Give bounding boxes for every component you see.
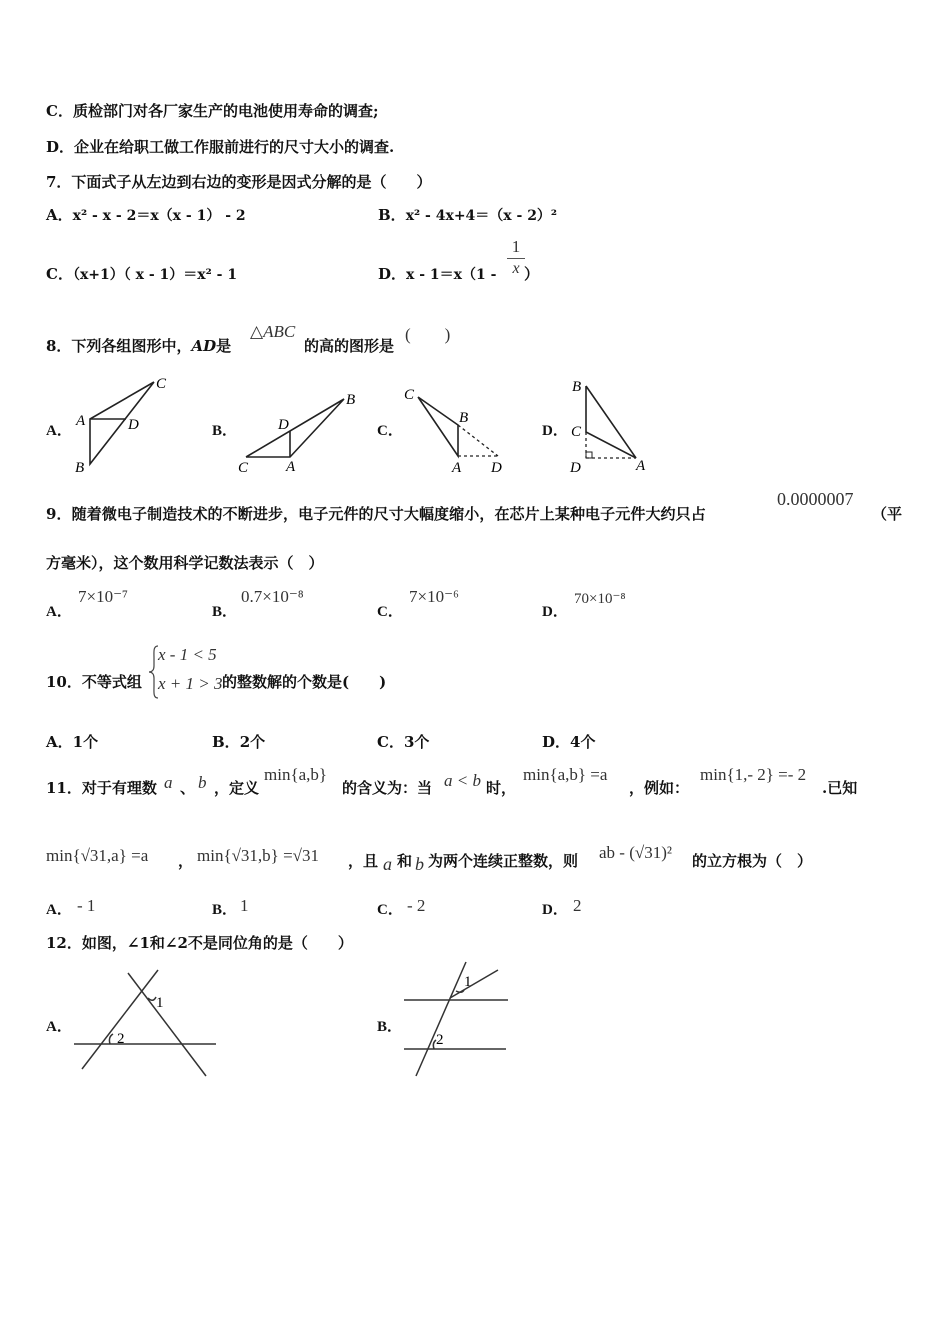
- triangle-side: [586, 386, 636, 458]
- q9-option-d: 70×10⁻⁸: [574, 591, 626, 607]
- q11-example: min{1,- 2} =- 2: [700, 765, 807, 784]
- q6-option-d: [46, 136, 394, 157]
- q11-sep: 、: [180, 779, 196, 797]
- vertex-d: D: [491, 460, 502, 476]
- q9-option-c-label: C．: [377, 604, 403, 620]
- q11-option-d: 2: [573, 896, 582, 915]
- vertex-c: C: [156, 376, 167, 392]
- fraction-numerator: 1: [511, 237, 521, 256]
- q7-option-b: [378, 204, 557, 225]
- q9-value: 0.0000007: [777, 489, 854, 509]
- q11-given-1: min{√31,a} =a: [46, 846, 149, 865]
- brace-path: [149, 646, 158, 698]
- q9-option-b: 0.7×10⁻⁸: [241, 587, 304, 606]
- q8-figure-d: [566, 376, 656, 478]
- q12-option-b-label: B．: [377, 1019, 403, 1035]
- q9-option-a: 7×10⁻⁷: [78, 587, 128, 606]
- option-text: 4个: [570, 733, 596, 751]
- q11-p1: 11．对于有理数: [46, 779, 157, 797]
- q9-option-b-label: B．: [212, 604, 238, 620]
- vertex-a: A: [452, 460, 462, 476]
- q11-p2: ，定义: [214, 779, 260, 797]
- q11-option-d-label: D．: [542, 902, 568, 918]
- q7-option-d: [378, 263, 496, 284]
- right-angle-mark: [586, 452, 592, 458]
- option-label: D．: [46, 138, 75, 156]
- q10-option-b: [212, 731, 265, 752]
- q11-var-a: a: [164, 773, 173, 792]
- q12-figure-a: [68, 965, 220, 1080]
- q9-stem-line1: 9．随着微电子制造技术的不断进步，电子元件的尺寸大幅度缩小，在芯片上某种电子元件大约只占: [46, 505, 706, 523]
- vertex-c: C: [238, 460, 249, 476]
- option-text: 2个: [239, 733, 266, 751]
- dashed-height: [458, 425, 498, 456]
- option-text: x² - 4x+4＝（x - 2）²: [405, 208, 558, 224]
- option-label: C．: [46, 102, 73, 120]
- q11-p7: ，且: [348, 852, 379, 870]
- q12-figure-b: [400, 958, 512, 1080]
- option-text: 企业在给职工做工作服前进行的尺寸大小的调查.: [74, 138, 395, 156]
- q10-option-c: [377, 731, 429, 752]
- vertex-b: B: [572, 379, 582, 395]
- q12-option-a-label: A．: [46, 1019, 72, 1035]
- q9-option-a-label: A．: [46, 604, 72, 620]
- ray: [450, 970, 498, 998]
- q7-option-a: [46, 204, 246, 225]
- q9-option-c: 7×10⁻⁶: [409, 587, 459, 606]
- q10-stem-pre: 10．不等式组: [46, 673, 142, 691]
- vertex-a: A: [76, 413, 86, 429]
- triangle-side: [418, 397, 458, 456]
- option-text: （x+1）（ x - 1）＝x² - 1: [72, 267, 238, 283]
- angle-2-arc: [109, 1034, 113, 1044]
- q11-expression: ab - (√31)²: [599, 843, 672, 862]
- q11-option-a: - 1: [77, 896, 96, 915]
- vertex-d: D: [278, 417, 289, 433]
- vertex-a: A: [286, 459, 296, 475]
- q8-answer-paren: ( ): [405, 325, 451, 344]
- triangle-side: [246, 399, 344, 457]
- q11-p8: 为两个连续正整数，则: [428, 852, 579, 870]
- q8-option-c-label: C．: [377, 423, 403, 439]
- q10-inequality-1: x - 1 < 5: [158, 645, 217, 664]
- q7-option-c: [46, 263, 237, 284]
- q10-stem-post: 的整数解的个数是( ): [222, 673, 387, 691]
- q8-figure-c: [398, 380, 513, 478]
- q7-d-fraction: [506, 238, 526, 277]
- transversal: [416, 962, 466, 1076]
- q11-p4: 时，: [486, 779, 517, 797]
- transversal-left: [82, 970, 158, 1069]
- triangle-side: [90, 382, 154, 464]
- q11-condition: a < b: [444, 771, 481, 790]
- q11-p6: .已知: [822, 779, 858, 797]
- q11-comma: ，: [178, 852, 194, 870]
- q11-option-b: 1: [240, 896, 249, 915]
- q12-stem: 12．如图，∠1和∠2不是同位角的是（ ）: [46, 934, 353, 952]
- q9-stem-line2: 方毫米），这个数用科学记数法表示（ ）: [46, 554, 324, 572]
- vertex-b: B: [346, 392, 356, 408]
- option-label: B．: [378, 206, 406, 224]
- option-label: D．: [378, 265, 407, 283]
- q11-given-2: min{√31,b} =√31: [197, 846, 320, 865]
- option-text: x² - x - 2＝x（x - 1） - 2: [72, 208, 246, 224]
- option-text: 质检部门对各厂家生产的电池使用寿命的调查;: [72, 102, 379, 120]
- option-text: 3个: [403, 733, 430, 751]
- option-text: x - 1＝x（1 -: [406, 267, 497, 283]
- q10-option-a: [46, 731, 98, 752]
- stem-text: 是: [216, 337, 232, 355]
- stem-text: 8．下列各组图形中，: [46, 337, 192, 355]
- option-label: D．: [542, 733, 571, 751]
- q11-option-c-label: C．: [377, 902, 403, 918]
- q8-stem-post: 的高的图形是: [304, 337, 395, 355]
- q11-p9: 的立方根为（ ）: [692, 852, 813, 870]
- option-text: 1个: [72, 733, 99, 751]
- option-label: C．: [377, 733, 404, 751]
- vertex-c: C: [404, 387, 415, 403]
- angle-1-arc: [148, 997, 156, 1000]
- q10-inequality-2: x + 1 > 3: [158, 674, 223, 693]
- q11-min-def: min{a,b}: [264, 765, 328, 784]
- q8-stem: [46, 335, 231, 356]
- q10-option-d: [542, 731, 595, 752]
- vertex-d: D: [570, 460, 581, 476]
- q11-var-b-2: b: [415, 854, 424, 874]
- vertex-b: B: [75, 460, 85, 476]
- q7-d-close: ）: [524, 265, 540, 283]
- option-label: A．: [46, 206, 73, 224]
- q11-var-b: b: [198, 773, 207, 792]
- option-label: C．: [46, 265, 73, 283]
- transversal-right: [128, 973, 206, 1076]
- q6-option-c: [46, 100, 379, 121]
- angle-2-label: 2: [117, 1031, 125, 1047]
- segment-ad: AD: [191, 337, 217, 355]
- vertex-c: C: [571, 424, 582, 440]
- q8-option-b-label: B．: [212, 423, 238, 439]
- q11-var-a-2: a: [383, 854, 392, 874]
- q8-figure-a: [66, 372, 186, 477]
- angle-2-label: 2: [436, 1032, 444, 1048]
- q7-stem: 7．下面式子从左边到右边的变形是因式分解的是（ ）: [46, 173, 432, 191]
- q11-p5: ，例如：: [629, 779, 690, 797]
- option-label: B．: [212, 733, 240, 751]
- q8-option-d-label: D．: [542, 423, 568, 439]
- angle-1-label: 1: [464, 974, 472, 990]
- option-label: A．: [46, 733, 73, 751]
- fraction-denominator: x: [512, 260, 520, 277]
- q9-option-d-label: D．: [542, 604, 568, 620]
- q11-option-c: - 2: [407, 896, 426, 915]
- fraction-bar: [507, 258, 525, 259]
- q11-p3: 的含义为：当: [342, 779, 433, 797]
- q11-option-a-label: A．: [46, 902, 72, 918]
- q11-min-eq: min{a,b} =a: [523, 765, 608, 784]
- vertex-b: B: [459, 410, 469, 426]
- q8-triangle-abc: △ABC: [250, 322, 296, 341]
- vertex-a: A: [636, 458, 646, 474]
- angle-1-label: 1: [156, 995, 164, 1011]
- q11-and: 和: [397, 852, 413, 870]
- q11-option-b-label: B．: [212, 902, 238, 918]
- q8-option-a-label: A．: [46, 423, 72, 439]
- q9-stem-tail: （平: [872, 505, 903, 523]
- q8-figure-b: [232, 384, 367, 476]
- vertex-d: D: [128, 417, 139, 433]
